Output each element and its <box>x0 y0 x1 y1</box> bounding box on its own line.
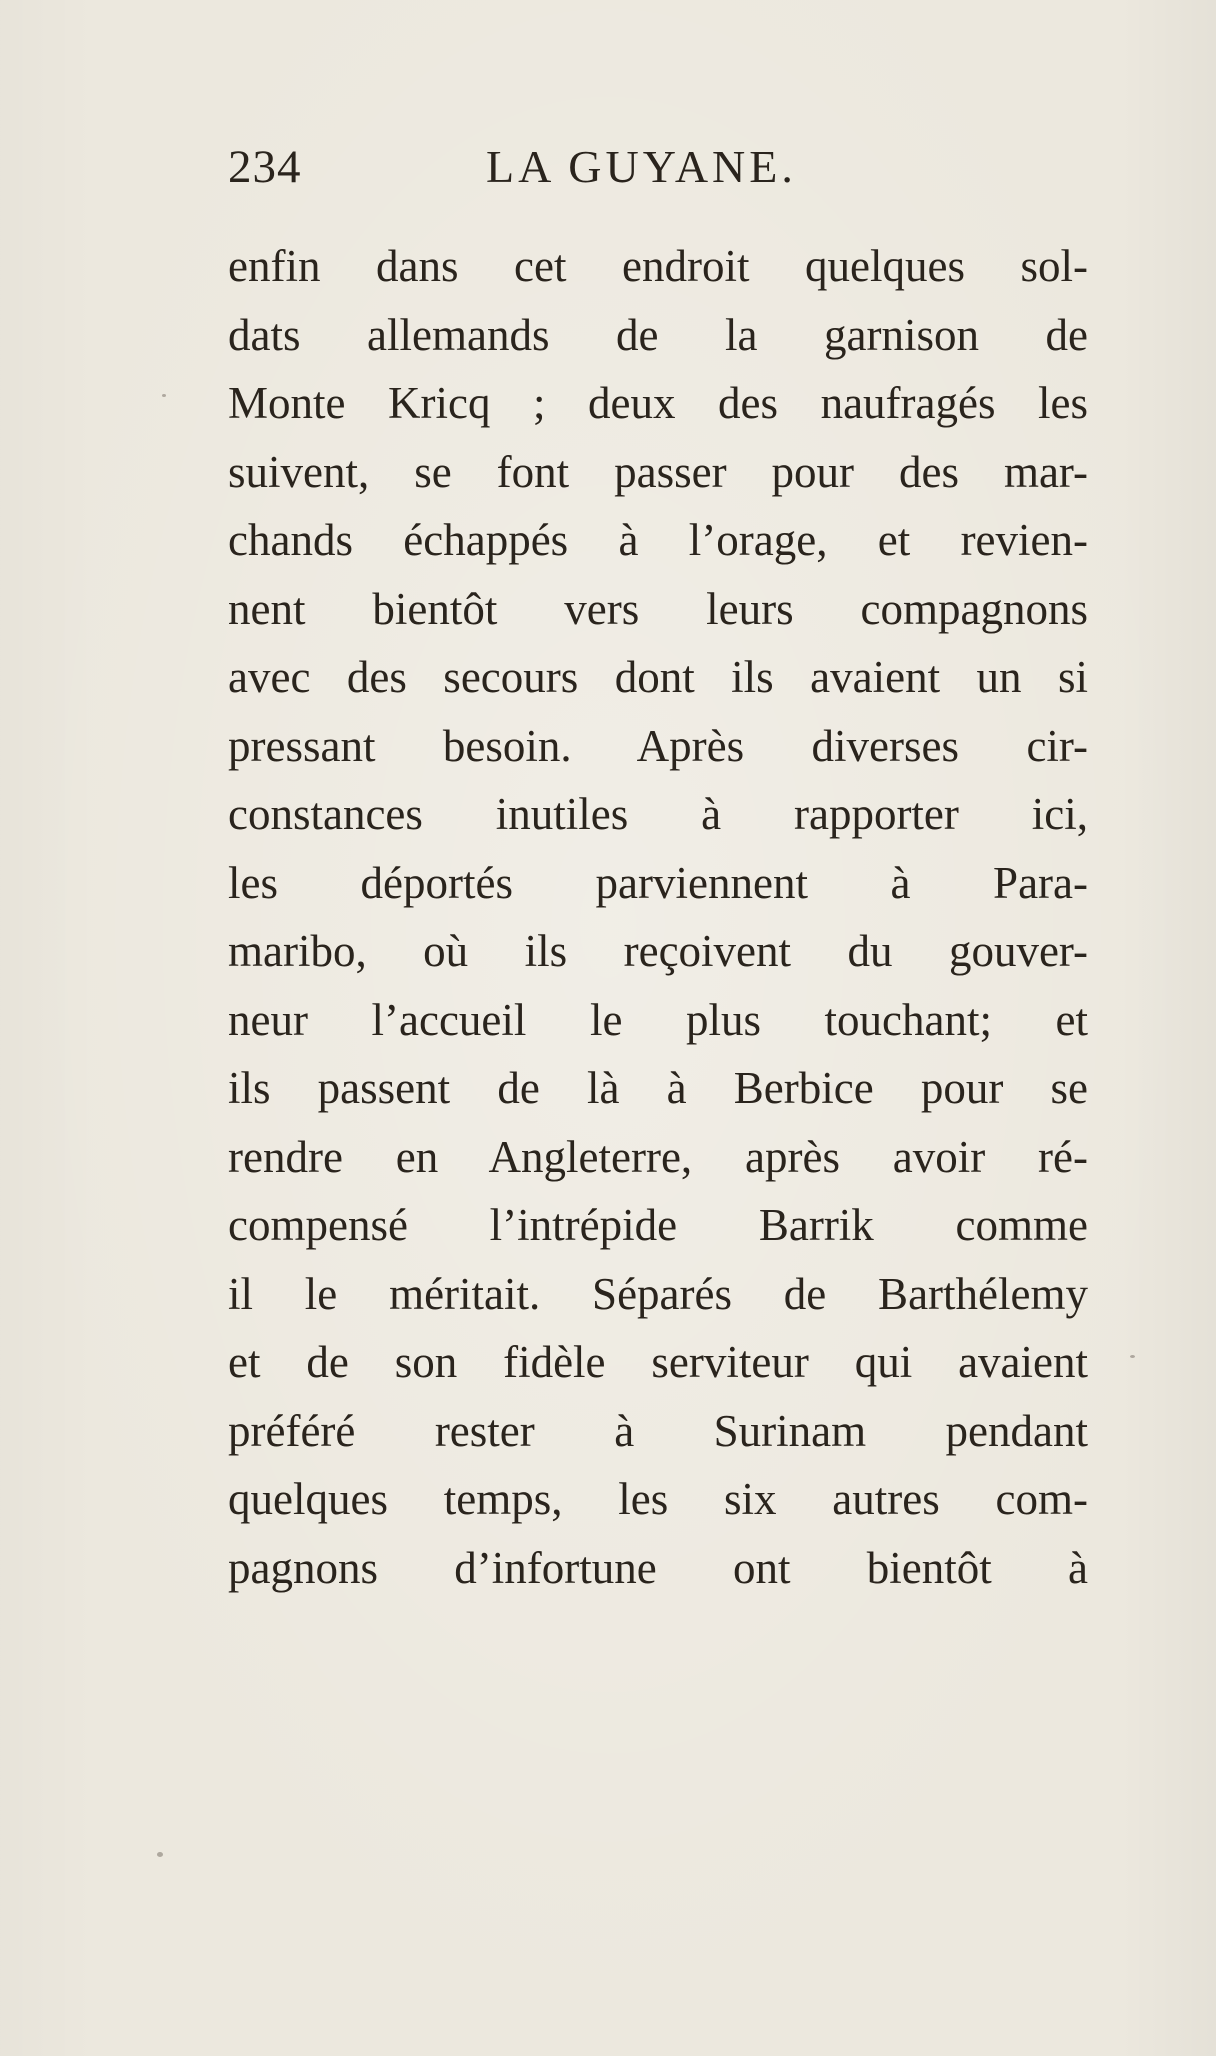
text-line: constances inutiles à rapporter ici, <box>228 789 1088 839</box>
text-line: dats allemands de la garnison de <box>228 309 1088 360</box>
text-line: et de son fidèle serviteur qui avaient <box>228 1337 1088 1387</box>
text-line: pagnons d’infortune ont bientôt à <box>228 1542 1088 1593</box>
text-line: quelques temps, les six autres com- <box>228 1474 1088 1524</box>
text-line: avec des secours dont ils avaient un si <box>228 652 1088 702</box>
text-line: suivent, se font passer pour des mar- <box>228 446 1088 497</box>
text-line: enfin dans cet endroit quelques sol- <box>228 241 1088 291</box>
paper-speck <box>157 1852 163 1857</box>
text-line: compensé l’intrépide Barrik comme <box>228 1200 1088 1250</box>
text-line: rendre en Angleterre, après avoir ré- <box>228 1131 1088 1182</box>
text-line: ils passent de là à Berbice pour se <box>228 1063 1088 1113</box>
text-line: Monte Kricq ; deux des naufragés les <box>228 378 1088 428</box>
text-line: il le méritait. Séparés de Barthélemy <box>228 1268 1088 1319</box>
text-line: préféré rester à Surinam pendant <box>228 1405 1088 1456</box>
text-line: chands échappés à l’orage, et revien- <box>228 515 1088 565</box>
text-line: pressant besoin. Après diverses cir- <box>228 720 1088 771</box>
running-title: LA GUYANE. <box>486 141 797 192</box>
page-header <box>228 140 1088 210</box>
body-text <box>228 232 1088 1602</box>
text-line: neur l’accueil le plus touchant; et <box>228 994 1088 1045</box>
text-line: les déportés parviennent à Para- <box>228 857 1088 908</box>
paper-speck <box>1130 1355 1135 1358</box>
text-line: maribo, où ils reçoivent du gouver- <box>228 926 1088 976</box>
paper-speck <box>162 394 166 397</box>
text-line: nent bientôt vers leurs compagnons <box>228 583 1088 634</box>
page-number: 234 <box>228 141 302 193</box>
